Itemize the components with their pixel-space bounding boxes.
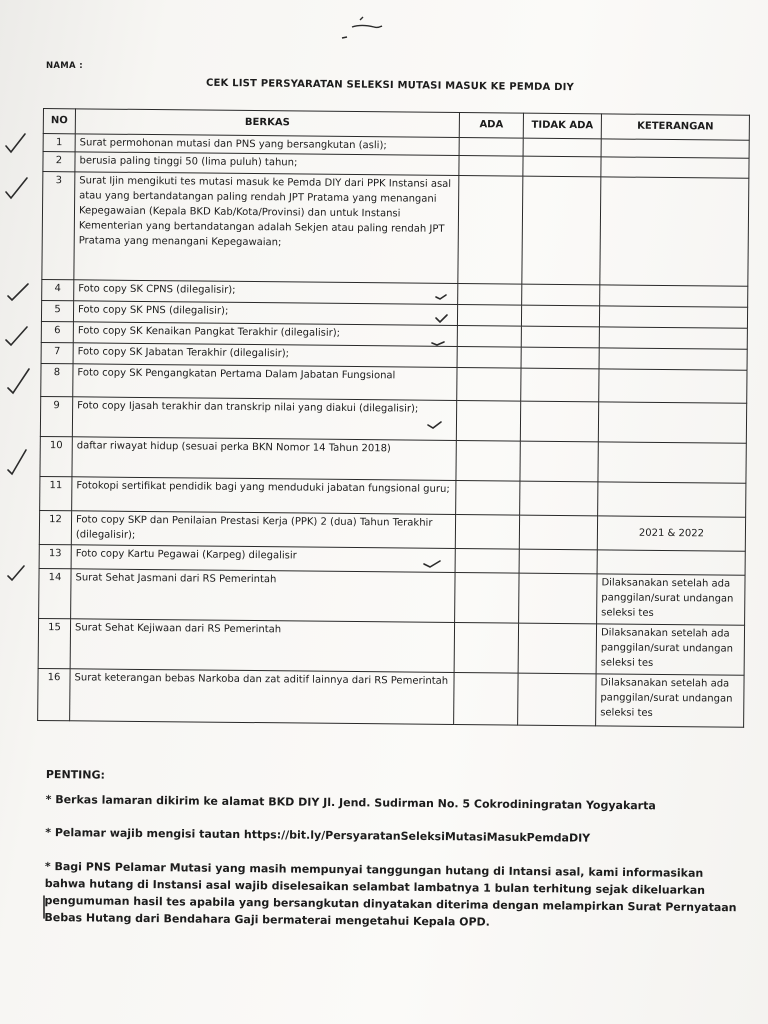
document-title: CEK LIST PERSYARATAN SELEKSI MUTASI MASUK KE PEMDA DIY xyxy=(205,77,575,94)
ada-cell[interactable] xyxy=(457,346,521,368)
table-row xyxy=(42,172,749,287)
row-keterangan: Dilaksanakan setelah ada panggilan/surat undangan seleksi tes xyxy=(596,674,744,727)
ada-cell[interactable] xyxy=(459,137,523,156)
row-berkas: Surat keterangan bebas Narkoba dan zat aditif lainnya dari RS Pemerintah xyxy=(70,669,454,725)
tidak-ada-cell[interactable] xyxy=(519,549,597,574)
row-berkas: Foto copy SK Jabatan Terakhir (dilegalisir); xyxy=(73,343,457,368)
row-number: 16 xyxy=(38,668,70,720)
row-number: 12 xyxy=(39,510,71,544)
tidak-ada-cell[interactable] xyxy=(522,284,600,306)
table-row xyxy=(38,618,744,675)
row-berkas: daftar riwayat hidup (sesuai perka BKN Nomor 14 Tahun 2018) xyxy=(72,437,456,481)
ada-cell[interactable] xyxy=(457,304,521,326)
note-item: * Bagi PNS Pelamar Mutasi yang masih mempunyai tanggungan hutang di Intansi asal, kami informasikan bahwa hutang di Instansi asal wajib diselesaikan selambat lambatnya 1 bulan terhitung sejak dikeluarkan pengumuman hasil tes apabila yang bersangkutan dinyatakan diterima dengan melampirkan Surat Pernyataan Bebas Hutang dari Bendahara Gaji bermaterai mengetahui Kepala OPD. xyxy=(44,859,737,929)
checkmark-icon xyxy=(8,450,26,474)
row-number: 13 xyxy=(39,544,71,568)
row-number: 15 xyxy=(38,618,70,668)
checklist-table-wrapper xyxy=(37,108,749,728)
row-berkas: Foto copy Ijasah terakhir dan transkrip nilai yang diakui (dilegalisir); xyxy=(72,397,456,441)
column-header-ada: ADA xyxy=(459,112,523,138)
row-keterangan xyxy=(599,369,747,403)
signature-scribble-icon xyxy=(338,14,398,44)
row-number: 5 xyxy=(41,300,73,321)
ada-cell[interactable] xyxy=(459,155,523,176)
row-number: 1 xyxy=(43,134,75,152)
ada-cell[interactable] xyxy=(458,175,523,284)
ada-cell[interactable] xyxy=(456,400,520,441)
ada-cell[interactable] xyxy=(458,283,522,305)
row-keterangan xyxy=(600,285,748,307)
ada-cell[interactable] xyxy=(454,622,518,673)
row-berkas: Foto copy SK Kenaikan Pangkat Terakhir (dilegalisir); xyxy=(73,322,457,347)
tidak-ada-cell[interactable] xyxy=(522,176,601,285)
tidak-ada-cell[interactable] xyxy=(518,673,596,726)
row-berkas: Surat Ijin mengikuti tes mutasi masuk ke Pemda DIY dari PPK Instansi asal atau yang bertandatangan paling rendah JPT Pratama yang menangani Kepegawaian (Kepala BKD Kab/Kota/Provinsi) dan untuk Instansi Kementerian yang bertandatangan adalah Sekjen atau paling rendah JPT Pratama yang menangani Kepegawaian; xyxy=(74,172,459,284)
row-keterangan xyxy=(599,306,747,328)
notes-heading: PENTING: xyxy=(45,767,105,782)
row-berkas: Fotokopi sertifikat pendidik bagi yang menduduki jabatan fungsional guru; xyxy=(72,477,456,515)
row-number: 8 xyxy=(41,363,73,396)
row-berkas: Foto copy Kartu Pegawai (Karpeg) dilegalisir xyxy=(71,545,455,573)
ada-cell[interactable] xyxy=(457,325,521,347)
nama-label: NAMA : xyxy=(46,61,83,71)
tidak-ada-cell[interactable] xyxy=(520,481,598,516)
tidak-ada-cell[interactable] xyxy=(521,368,599,402)
column-header-tidak-ada: TIDAK ADA xyxy=(523,113,601,139)
row-berkas: Surat Sehat Jasmani dari RS Pemerintah xyxy=(71,569,455,623)
row-number: 2 xyxy=(43,152,75,172)
ada-cell[interactable] xyxy=(455,548,519,573)
row-keterangan xyxy=(598,402,746,443)
tidak-ada-cell[interactable] xyxy=(523,138,601,157)
tidak-ada-cell[interactable] xyxy=(520,401,598,442)
row-keterangan xyxy=(599,348,747,370)
tidak-ada-cell[interactable] xyxy=(520,441,598,482)
row-keterangan xyxy=(598,482,746,517)
ada-cell[interactable] xyxy=(457,367,521,401)
tidak-ada-cell[interactable] xyxy=(519,515,597,550)
row-number: 3 xyxy=(42,172,75,280)
ada-cell[interactable] xyxy=(455,572,519,623)
row-berkas: Surat Sehat Kejiwaan dari RS Pemerintah xyxy=(70,619,454,673)
row-number: 6 xyxy=(41,321,73,342)
ada-cell[interactable] xyxy=(456,440,520,481)
checkmark-icon xyxy=(6,134,25,152)
tidak-ada-cell[interactable] xyxy=(523,156,601,177)
tidak-ada-cell[interactable] xyxy=(518,623,596,674)
row-keterangan: Dilaksanakan setelah ada panggilan/surat undangan seleksi tes xyxy=(597,574,745,625)
row-berkas: berusia paling tinggi 50 (lima puluh) tahun; xyxy=(75,152,459,176)
row-keterangan xyxy=(601,157,749,178)
row-number: 11 xyxy=(40,476,72,510)
row-berkas: Foto copy SK PNS (dilegalisir); xyxy=(73,301,457,326)
checkmark-icon xyxy=(6,178,27,198)
row-keterangan xyxy=(601,139,749,158)
tidak-ada-cell[interactable] xyxy=(521,347,599,369)
tidak-ada-cell[interactable] xyxy=(521,326,599,348)
table-row xyxy=(38,668,744,727)
row-berkas: Foto copy SKP dan Penilaian Prestasi Kerja (PPK) 2 (dua) Tahun Terakhir (dilegalisir); xyxy=(71,511,455,549)
row-number: 14 xyxy=(39,568,71,618)
row-keterangan xyxy=(599,327,747,349)
note-item-link: * Pelamar wajib mengisi tautan https://bit.ly/PersyaratanSeleksiMutasiMasukPemdaDIY xyxy=(45,825,591,845)
checkmark-icon xyxy=(6,327,27,345)
row-keterangan: Dilaksanakan setelah ada panggilan/surat undangan seleksi tes xyxy=(596,624,744,675)
row-keterangan xyxy=(597,550,745,575)
tidak-ada-cell[interactable] xyxy=(521,305,599,327)
table-row xyxy=(39,568,745,625)
row-number: 10 xyxy=(40,436,72,476)
column-header-berkas: BERKAS xyxy=(75,109,459,138)
note-item: * Berkas lamaran dikirim ke alamat BKD DIY Jl. Jend. Sudirman No. 5 Cokrodiningratan Yogyakarta xyxy=(45,792,656,813)
row-berkas: Foto copy SK CPNS (dilegalisir); xyxy=(74,280,458,305)
row-number: 4 xyxy=(42,279,74,300)
table-row xyxy=(40,396,746,443)
row-number: 9 xyxy=(40,396,72,436)
row-berkas: Surat permohonan mutasi dan PNS yang bersangkutan (asli); xyxy=(75,134,459,156)
checkmark-icon xyxy=(8,566,24,580)
row-keterangan: 2021 & 2022 xyxy=(597,516,745,551)
row-berkas: Foto copy SK Pengangkatan Pertama Dalam Jabatan Fungsional xyxy=(73,364,457,401)
checkmark-icon xyxy=(8,284,28,300)
checkmark-icon xyxy=(8,369,29,393)
tidak-ada-cell[interactable] xyxy=(519,573,597,624)
column-header-no: NO xyxy=(43,109,75,134)
column-header-keterangan: KETERANGAN xyxy=(601,114,749,140)
ada-cell[interactable] xyxy=(454,672,518,725)
table-row xyxy=(40,436,746,483)
row-keterangan xyxy=(600,177,749,286)
ada-cell[interactable] xyxy=(456,480,520,515)
row-keterangan xyxy=(598,442,746,483)
important-notes xyxy=(44,766,746,933)
row-number: 7 xyxy=(41,342,73,363)
ada-cell[interactable] xyxy=(455,514,519,549)
checklist-table xyxy=(37,108,750,728)
